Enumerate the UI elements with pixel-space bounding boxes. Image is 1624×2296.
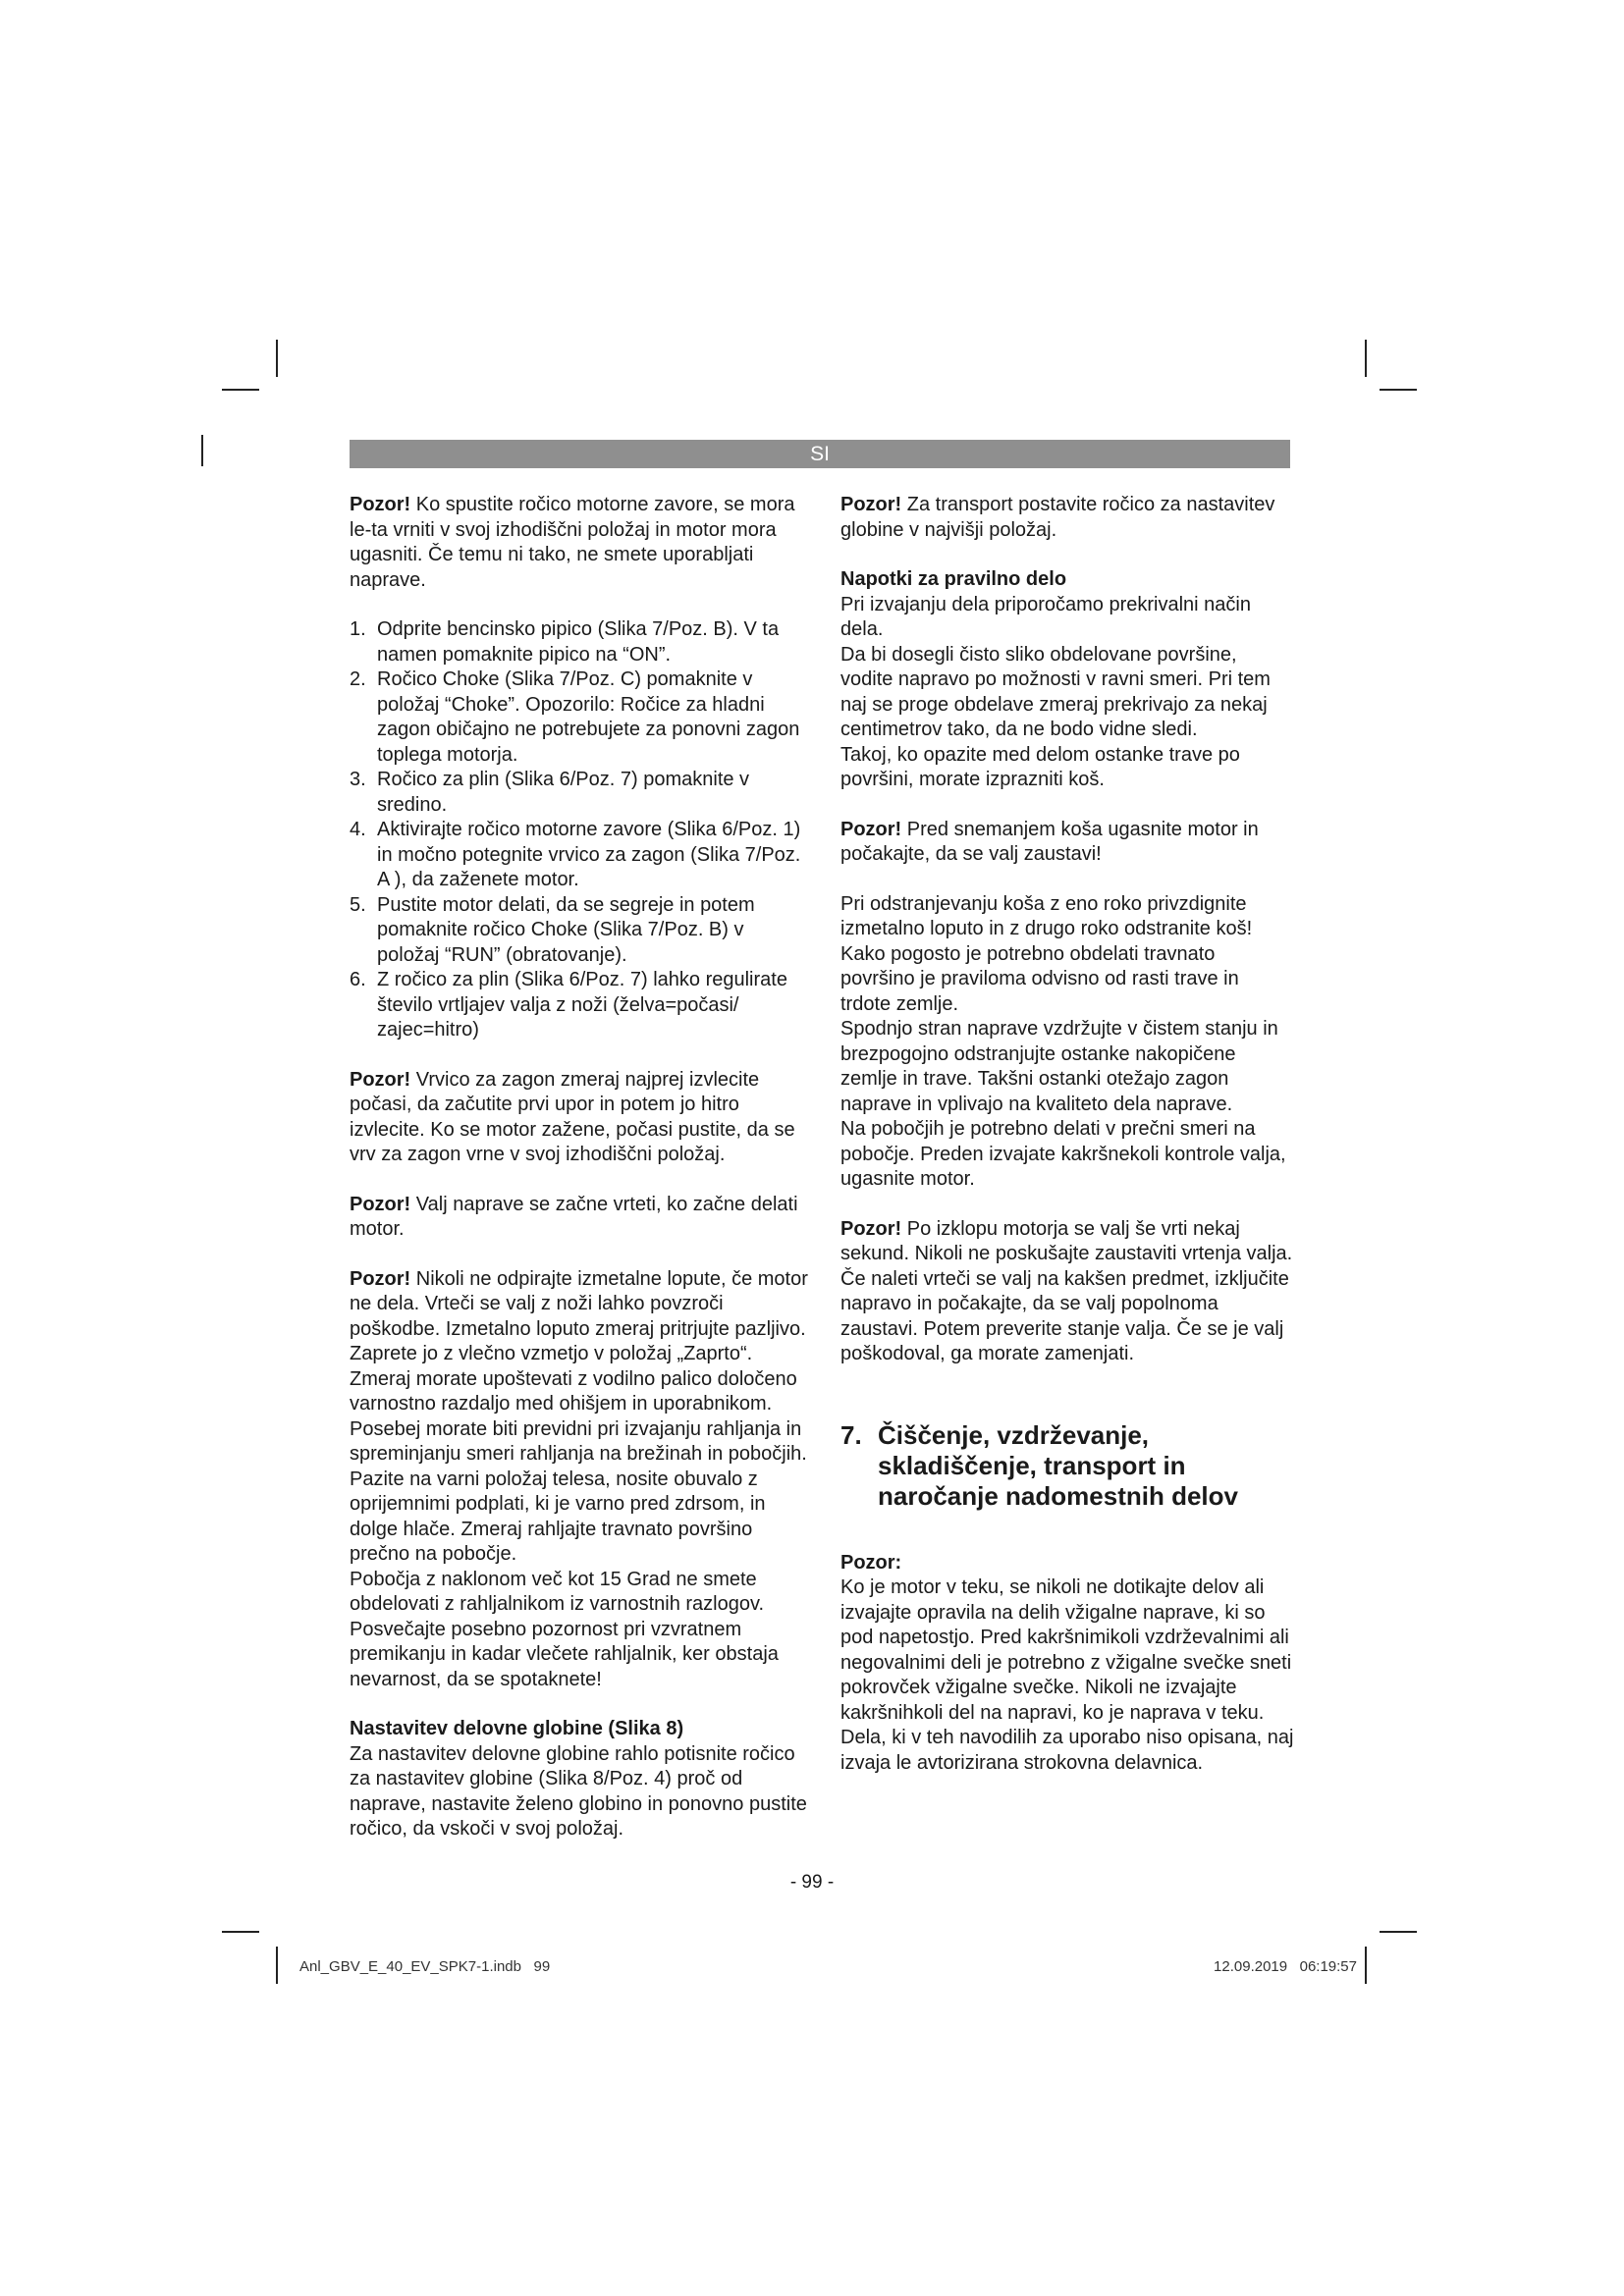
startup-steps <box>350 617 811 1043</box>
crop-mark <box>201 435 203 466</box>
roller-warning <box>350 1193 811 1243</box>
crop-mark <box>1365 1947 1367 1984</box>
body-paragraph: Pobočja z naklonom več kot 15 Grad ne smete obdelovati z rahljalnikom iz varnostnih razlogov. <box>350 1568 765 1615</box>
body-paragraph: Da bi dosegli čisto sliko obdelovane površine, vodite napravo po možnosti v ravni smeri. Pri tem naj se proge obdelave zmeraj prekrivajo za nekaj centimetrov tako, da ne bodo vidne sledi. <box>840 643 1271 740</box>
page-number: - 99 - <box>789 1872 835 1893</box>
chapter-number: 7. <box>840 1419 862 1450</box>
crop-mark <box>1365 340 1367 377</box>
step-text: Odprite bencinsko pipico (Slika 7/Poz. B). V ta namen pomaknite pipico na “ON”. <box>377 618 780 666</box>
body-paragraph: Kako pogosto je potrebno obdelati travnato površino je praviloma odvisno od rasti trave in trdote zemlje. <box>840 942 1239 1015</box>
step-number: 2. <box>350 668 366 690</box>
list-item <box>350 893 811 969</box>
step-number: 3. <box>350 769 366 790</box>
depth-section <box>350 1717 811 1842</box>
body-paragraph: Zmeraj morate upoštevati z vodilno palico določeno varnostno razdaljo med ohišjem in uporabnikom. Posebej morate biti previdni pri izvajanju rahljanja in spreminjanju smeri rahljanja na brežinah in pobočjih. Pazite na varni položaj telesa, nosite obuvalo z oprijemnimi podplati, ki je varno pred zdrsom, in dolge hlače. Zmeraj rahljajte travnato površino prečno na pobočje. <box>350 1367 807 1565</box>
basket-warning <box>840 818 1294 868</box>
language-header: SI <box>350 440 1290 468</box>
chapter-heading <box>840 1420 1294 1512</box>
step-number: 1. <box>350 618 366 640</box>
crop-mark <box>1380 1931 1417 1933</box>
warning-text: Nikoli ne odpirajte izmetalne lopute, če motor ne dela. Vrteči se valj z noži lahko povzroči poškodbe. Izmetalno loputo zmeraj pritrjujte pazljivo. Zaprete jo z vlečno vzmetjo v položaj „Zaprto“. <box>350 1267 808 1364</box>
body-paragraph: Posvečajte posebno pozornost pri vzvratnem premikanju in kadar vlečete rahljalnik, ker obstaja nevarnost, da se spotaknete! <box>350 1618 779 1690</box>
section-title: Napotki za pravilno delo <box>840 568 1067 590</box>
list-item <box>350 667 811 768</box>
body-paragraph: Na pobočjih je potrebno delati v prečni smeri na pobočje. Preden izvajate kakršnekoli kontrole valja, ugasnite motor. <box>840 1118 1286 1190</box>
stop-warning <box>840 1217 1294 1367</box>
transport-warning <box>840 493 1294 543</box>
step-number: 6. <box>350 969 366 990</box>
step-text: Aktivirajte ročico motorne zavore (Slika 6/Poz. 1) in močno potegnite vrvico za zagon (Slika 7/Poz. A ), da zaženete motor. <box>377 819 801 890</box>
body-paragraph: Pri odstranjevanju koša z eno roko privzdignite izmetalno loputo in z drugo roko odstranite koš! <box>840 892 1253 939</box>
left-column <box>350 493 811 1867</box>
warning-label: Pozor! <box>350 1068 411 1091</box>
basket-info <box>840 892 1294 1193</box>
body-paragraph: Ko je motor v teku, se nikoli ne dotikajte delov ali izvajajte opravila na delih vžigalne naprave, ki so pod napetostjo. Pred kakršnimikoli vzdrževalnimi ali negovalnimi deli je potrebno z vžigalne svečke sneti pokrovček vžigalne svečke. Nikoli ne izvajajte kakršnihkoli del na napravi, ko je naprava v teku. Dela, ki v teh navodilih za uporabo niso opisana, naj izvaja le avtorizirana strokovna delavnica. <box>840 1576 1294 1774</box>
footer-file: Anl_GBV_E_40_EV_SPK7-1.indb 99 <box>299 1958 551 1975</box>
step-text: Z ročico za plin (Slika 6/Poz. 7) lahko regulirate število vrtljajev valja z noži (želva=počasi/ zajec=hitro) <box>377 969 787 1041</box>
body-paragraph: Pri izvajanju dela priporočamo prekrivalni način dela. <box>840 593 1251 640</box>
warning-label: Pozor! <box>840 494 902 515</box>
crop-mark <box>1380 389 1417 391</box>
warning-label: Pozor! <box>350 494 411 515</box>
step-number: 4. <box>350 819 366 840</box>
crop-mark <box>276 1947 278 1984</box>
warning-label: Pozor! <box>350 1267 411 1290</box>
step-text: Ročico Choke (Slika 7/Poz. C) pomaknite v položaj “Choke”. Opozorilo: Ročice za hladni zagon običajno ne potrebujete za ponovni zagon toplega motorja. <box>377 668 800 766</box>
body-paragraph: Takoj, ko opazite med delom ostanke trave po površini, morate izprazniti koš. <box>840 743 1240 790</box>
chapter-warning <box>840 1551 1294 1777</box>
warning-text: Ko spustite ročico motorne zavore, se mora le-ta vrniti v svoj izhodiščni položaj in motor mora ugasniti. Če temu ni tako, ne smete uporabljati naprave. <box>350 494 795 591</box>
step-text: Ročico za plin (Slika 6/Poz. 7) pomaknite v sredino. <box>377 769 750 816</box>
list-item <box>350 617 811 667</box>
warning-text: Valj naprave se začne vrteti, ko začne delati motor. <box>350 1193 798 1240</box>
crop-mark <box>276 340 278 377</box>
warning-text: Pred snemanjem koša ugasnite motor in počakajte, da se valj zaustavi! <box>840 818 1259 865</box>
warning-text: Vrvico za zagon zmeraj najprej izvlecite počasi, da začutite prvi upor in potem jo hitro izvlecite. Ko se motor zažene, počasi pustite, da se vrv za zagon vrne v svoj izhodiščni položaj. <box>350 1068 795 1165</box>
footer-timestamp: 12.09.2019 06:19:57 <box>1214 1958 1357 1975</box>
body-paragraph: Spodnjo stran naprave vzdržujte v čistem stanju in brezpogojno odstranjujte ostanke nakopičene zemlje in trave. Takšni ostanki otežajo zagon naprave in vplivajo na kvaliteto dela naprave. <box>840 1018 1278 1115</box>
list-item <box>350 818 811 893</box>
chapter-title: Čiščenje, vzdrževanje, skladiščenje, transport in naročanje nadomestnih delov <box>878 1419 1238 1511</box>
step-number: 5. <box>350 893 366 916</box>
section-title: Nastavitev delovne globine (Slika 8) <box>350 1718 684 1739</box>
step-text: Pustite motor delati, da se segreje in potem pomaknite ročico Choke (Slika 7/Poz. B) v položaj “RUN” (obratovanje). <box>377 893 755 966</box>
body-paragraph: Za nastavitev delovne globine rahlo potisnite ročico za nastavitev globine (Slika 8/Poz. 4) proč od naprave, nastavite želeno globino in ponovno pustite ročico, da vskoči v svoj položaj. <box>350 1742 807 1840</box>
warning-label: Pozor! <box>840 1217 902 1240</box>
list-item <box>350 768 811 818</box>
warning-text: Po izklopu motorja se valj še vrti nekaj sekund. Nikoli ne poskušajte zaustaviti vrtenja valja. Če naleti vrteči se valj na kakšen predmet, izključite napravo in počakajte, da se valj popolnoma zaustavi. Potem preverite stanje valja. Če se je valj poškodoval, ga morate zamenjati. <box>840 1217 1293 1364</box>
crop-mark <box>222 389 259 391</box>
warning-text: Za transport postavite ročico za nastavitev globine v najvišji položaj. <box>840 494 1275 541</box>
crop-mark <box>222 1931 259 1933</box>
flaps-warning <box>350 1267 811 1693</box>
intro-warning <box>350 493 811 593</box>
list-item <box>350 968 811 1043</box>
warning-label: Pozor! <box>350 1193 411 1215</box>
warning-label: Pozor! <box>840 818 902 840</box>
tips-section <box>840 567 1294 793</box>
right-column <box>840 493 1294 1800</box>
cord-warning <box>350 1068 811 1168</box>
warning-label: Pozor: <box>840 1551 902 1574</box>
